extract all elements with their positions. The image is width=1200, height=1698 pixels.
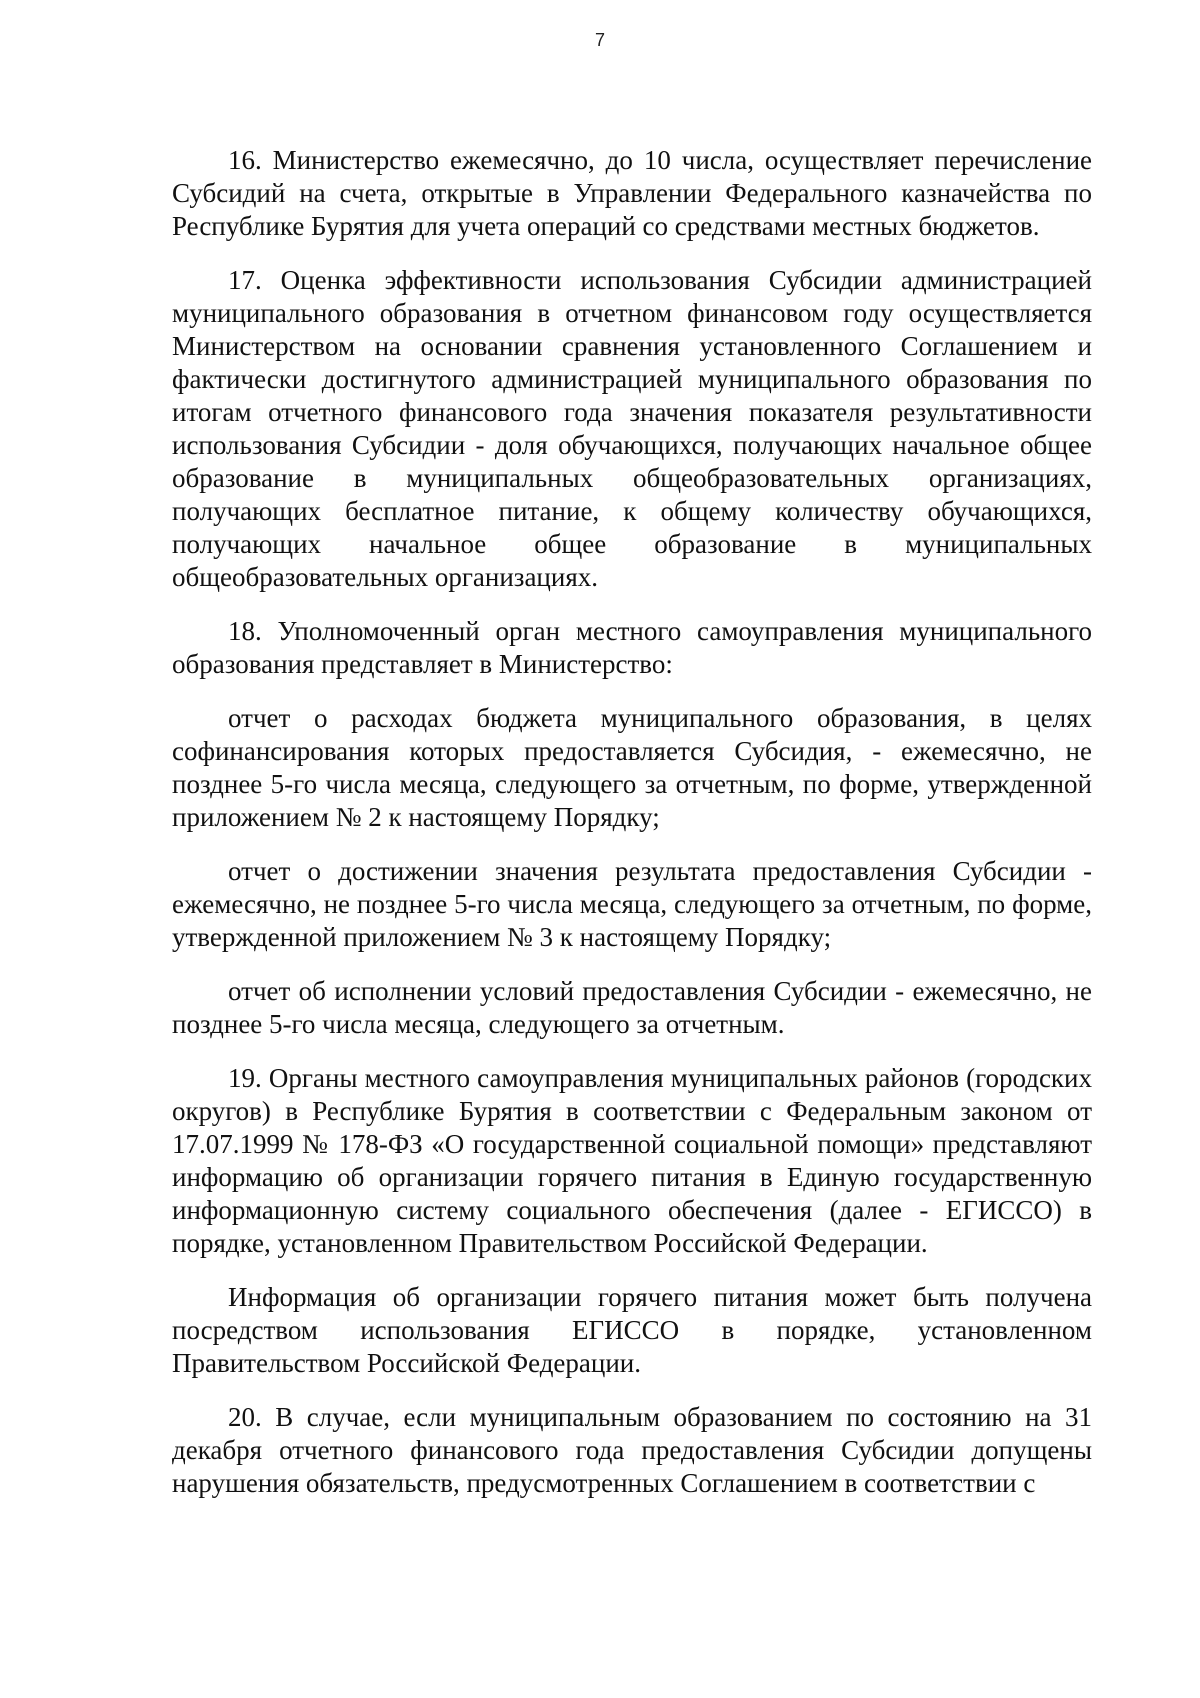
paragraph-18: 18. Уполномоченный орган местного самоуправления муниципального образования представляет в Министерство: (172, 616, 1092, 679)
report-expenses-item: отчет о расходах бюджета муниципального образования, в целях софинансирования которых предоставляется Субсидия, - ежемесячно, не позднее 5-го числа месяца, следующего за отчетным, по форме, утвержденной приложением № 2 к настоящему Порядку; (172, 703, 1092, 832)
page-number: 7 (594, 30, 605, 50)
paragraph-20: 20. В случае, если муниципальным образованием по состоянию на 31 декабря отчетного финансового года предоставления Субсидии допущены нарушения обязательств, предусмотренных Соглашением в соответствии с (172, 1402, 1092, 1498)
document-body (172, 144, 1092, 1500)
paragraph-17: 17. Оценка эффективности использования Субсидии администрацией муниципального образования в отчетном финансовом году осуществляется Министерством на основании сравнения установленного Соглашением и фактически достигнутого администрацией муниципального образования по итогам отчетного финансового года значения показателя результативности использования Субсидии - доля обучающихся, получающих начальное общее образование в муниципальных общеобразовательных организациях, получающих бесплатное питание, к общему количеству обучающихся, получающих начальное общее образование в муниципальных общеобразовательных организациях. (172, 265, 1092, 592)
paragraph-19: 19. Органы местного самоуправления муниципальных районов (городских округов) в Республике Бурятия в соответствии с Федеральным законом от 17.07.1999 № 178-ФЗ «О государственной социальной помощи» представляют информацию об организации горячего питания в Единую государственную информационную систему социального обеспечения (далее - ЕГИССО) в порядке, установленном Правительством Российской Федерации. (172, 1063, 1092, 1258)
egisso-info-paragraph: Информация об организации горячего питания может быть получена посредством использования ЕГИССО в порядке, установленном Правительством Российской Федерации. (172, 1282, 1092, 1378)
report-result-item: отчет о достижении значения результата предоставления Субсидии - ежемесячно, не позднее 5-го числа месяца, следующего за отчетным, по форме, утвержденной приложением № 3 к настоящему Порядку; (172, 856, 1092, 952)
paragraph-16: 16. Министерство ежемесячно, до 10 числа, осуществляет перечисление Субсидий на счета, открытые в Управлении Федерального казначейства по Республике Бурятия для учета операций со средствами местных бюджетов. (172, 145, 1092, 241)
report-conditions-item: отчет об исполнении условий предоставления Субсидии - ежемесячно, не позднее 5-го числа месяца, следующего за отчетным. (172, 976, 1092, 1039)
